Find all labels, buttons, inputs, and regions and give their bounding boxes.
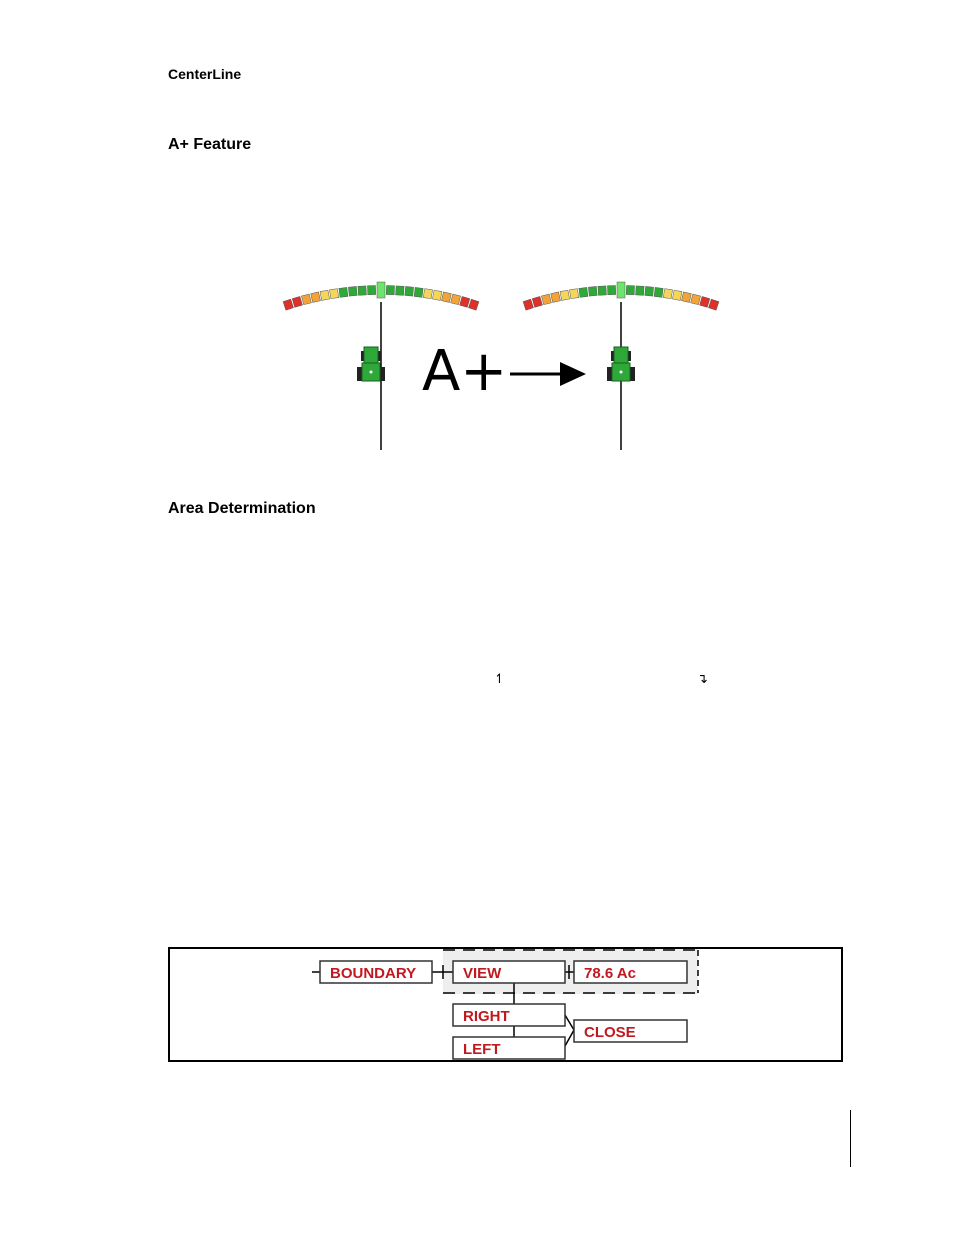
lightbar-segment [617,282,625,298]
close-button[interactable] [574,1020,687,1042]
lightbar-segment [283,299,293,310]
lightbar-segment [442,292,452,303]
lightbar-segment [377,282,385,298]
lightbar-segment [709,299,719,310]
section-heading-area-determination: Area Determination [168,500,316,517]
lightbar-segment [682,292,692,303]
down-arrow-icon: ↴ [697,672,708,687]
lightbar-segment [320,290,330,300]
lightbar-segment [301,294,311,305]
lightbar-segment [311,292,321,303]
arrow-right-icon [510,362,586,386]
lightbar-segment [423,289,432,299]
lightbar-segment [414,287,423,297]
section-heading-centerline: CenterLine [168,66,242,82]
aplus-illustration [270,270,740,455]
lightbar-segment [432,290,442,300]
lightbar-segment [691,294,701,305]
left-button[interactable] [453,1037,565,1059]
tractor-icon-right [607,347,635,381]
svg-text:BOUNDARY: BOUNDARY [330,965,417,982]
lightbar-segment [367,285,375,294]
page-margin-rule [850,1110,851,1167]
lightbar-segment [645,286,654,296]
section-heading-aplus-feature: A+ Feature [168,136,252,153]
boundary-menu-diagram [168,947,843,1062]
lightbar-segment [654,287,663,297]
lightbar-segment [663,289,672,299]
boundary-button[interactable] [320,961,432,983]
lightbar-segment [292,296,302,307]
lightbar-segment [348,286,357,296]
lightbar-segment [405,286,414,296]
area-value-display [574,961,687,983]
lightbar-segment [560,290,570,300]
svg-text:VIEW: VIEW [463,965,502,982]
svg-text:LEFT: LEFT [463,1041,501,1058]
lightbar-segment [396,286,405,295]
lightbar-segment [532,296,542,307]
lightbar-segment [598,286,607,295]
svg-text:RIGHT: RIGHT [463,1008,510,1025]
lightbar-segment [672,290,682,300]
lightbar-segment [386,285,394,294]
lightbar-segment [460,296,470,307]
lightbar-segment [469,299,479,310]
lightbar-segment [626,285,634,294]
lightbar-segment [551,292,561,303]
lightbar-segment [339,287,348,297]
lightbar-segment [523,299,533,310]
view-button[interactable] [453,961,565,983]
lightbar-segment [607,285,615,294]
up-arrow-icon: ↿ [494,672,505,687]
lightbar-segment [329,289,338,299]
lightbar-segment [451,294,461,305]
lightbar-segment [541,294,551,305]
lightbar-segment [579,287,588,297]
right-button[interactable] [453,1004,565,1026]
aplus-label: A+ [422,339,508,404]
lightbar-segment [700,296,710,307]
lightbar-segment [636,286,645,295]
svg-text:78.6 Ac: 78.6 Ac [584,965,636,982]
lightbar-segment [588,286,597,296]
svg-text:CLOSE: CLOSE [584,1024,636,1041]
lightbar-segment [358,286,367,295]
lightbar-segment [569,289,578,299]
